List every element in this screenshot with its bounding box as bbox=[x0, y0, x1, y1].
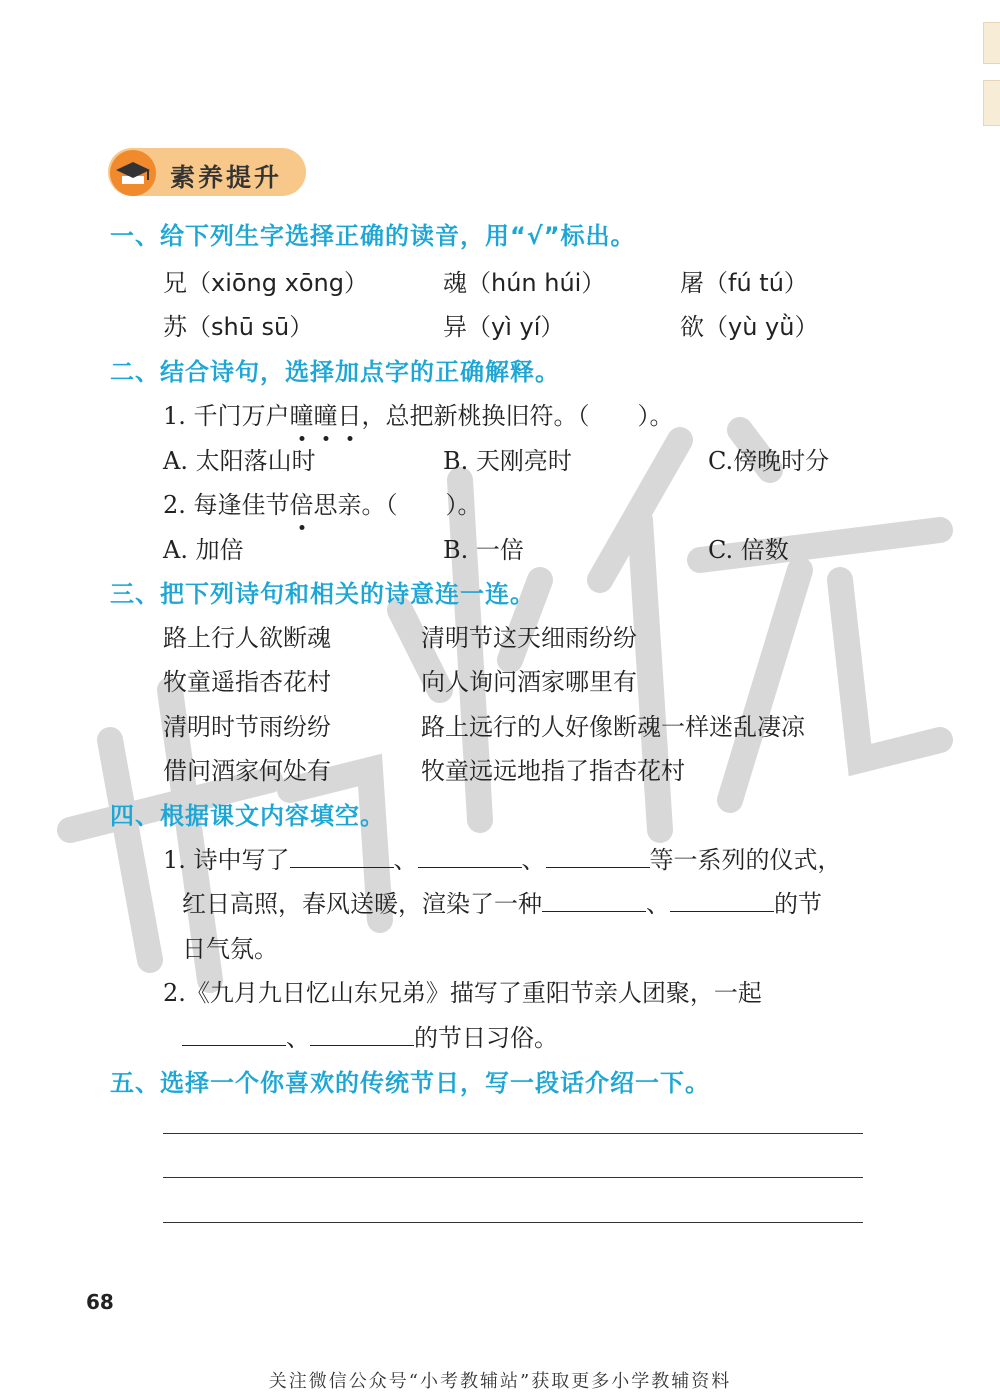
dotted-char: 曈 bbox=[290, 396, 314, 431]
page-tab-2 bbox=[983, 80, 1000, 126]
writing-line[interactable] bbox=[163, 1222, 863, 1223]
writing-line[interactable] bbox=[163, 1133, 863, 1134]
item-text: 等一系列的仪式， bbox=[649, 846, 842, 874]
option-b: B. 一倍 bbox=[443, 536, 524, 564]
separator: 、 bbox=[646, 890, 670, 918]
answer-blank[interactable] bbox=[542, 889, 646, 912]
question-1-heading: 一、给下列生字选择正确的读音，用“√”标出。 bbox=[110, 222, 636, 250]
poem-meaning: 路上远行的人好像断魂一样迷乱凄凉 bbox=[421, 713, 805, 741]
dotted-char: 倍 bbox=[290, 485, 314, 520]
item-text: 2. 每逢佳节 bbox=[163, 491, 290, 519]
answer-blank[interactable] bbox=[182, 1023, 286, 1046]
item-text: 思亲。（ ）。 bbox=[313, 491, 482, 519]
separator: 、 bbox=[521, 846, 546, 874]
page-tab-1 bbox=[983, 22, 1000, 64]
option-b: B. 天刚亮时 bbox=[443, 447, 572, 475]
graduation-cap-icon bbox=[110, 150, 156, 196]
poem-meaning: 牧童远远地指了指杏花村 bbox=[421, 757, 685, 785]
option-c: C.傍晚时分 bbox=[708, 447, 830, 475]
page-number: 68 bbox=[86, 1290, 114, 1314]
pinyin-choice: 苏（shū sū） bbox=[163, 313, 314, 341]
fill-blank-line bbox=[163, 840, 842, 875]
item-text: 红日高照，春风送暖，渲染了一种 bbox=[182, 890, 542, 918]
fill-blank-line bbox=[182, 884, 822, 919]
footer-note: 关注微信公众号“小考教辅站”获取更多小学教辅资料 bbox=[268, 1371, 732, 1392]
answer-blank[interactable] bbox=[670, 889, 774, 912]
item-text: 的节日习俗。 bbox=[414, 1024, 558, 1052]
pinyin-choice: 兄（xiōng xōng） bbox=[163, 269, 368, 297]
poem-line: 牧童遥指杏花村 bbox=[163, 668, 331, 696]
answer-blank[interactable] bbox=[290, 845, 394, 868]
writing-line[interactable] bbox=[163, 1177, 863, 1178]
option-a: A. 加倍 bbox=[163, 536, 244, 564]
question-3-heading: 三、把下列诗句和相关的诗意连一连。 bbox=[110, 580, 535, 608]
separator: 、 bbox=[286, 1024, 310, 1052]
question-2-heading: 二、结合诗句，选择加点字的正确解释。 bbox=[110, 358, 560, 386]
item-text: 日气氛。 bbox=[182, 935, 278, 963]
poem-meaning: 清明节这天细雨纷纷 bbox=[421, 624, 637, 652]
pinyin-choice: 屠（fú tú） bbox=[680, 269, 808, 297]
item-text: 2.《九月九日忆山东兄弟》描写了重阳节亲人团聚，一起 bbox=[163, 979, 762, 1007]
option-a: A. 太阳落山时 bbox=[163, 447, 316, 475]
answer-blank[interactable] bbox=[418, 845, 522, 868]
poem-line: 借问酒家何处有 bbox=[163, 757, 331, 785]
poem-line: 路上行人欲断魂 bbox=[163, 624, 331, 652]
question-2-item-1 bbox=[163, 396, 674, 431]
dotted-char: 曈 bbox=[314, 396, 338, 431]
question-5-heading: 五、选择一个你喜欢的传统节日，写一段话介绍一下。 bbox=[110, 1069, 710, 1097]
item-text: 1. 千门万户 bbox=[163, 402, 290, 430]
fill-blank-line bbox=[182, 1018, 558, 1053]
pinyin-choice: 魂（hún húi） bbox=[443, 269, 606, 297]
poem-meaning: 向人询问酒家哪里有 bbox=[421, 668, 637, 696]
item-text: 的节 bbox=[774, 890, 822, 918]
pinyin-choice: 异（yì yí） bbox=[443, 313, 565, 341]
section-title: 素养提升 bbox=[170, 163, 283, 192]
item-text: ，总把新桃换旧符。（ ）。 bbox=[361, 402, 674, 430]
question-4-heading: 四、根据课文内容填空。 bbox=[110, 802, 385, 830]
answer-blank[interactable] bbox=[310, 1023, 414, 1046]
item-text: 1. 诗中写了 bbox=[163, 846, 290, 874]
question-2-item-2 bbox=[163, 485, 482, 520]
poem-line: 清明时节雨纷纷 bbox=[163, 713, 331, 741]
option-c: C. 倍数 bbox=[708, 536, 789, 564]
separator: 、 bbox=[393, 846, 418, 874]
answer-blank[interactable] bbox=[546, 845, 650, 868]
dotted-char: 日 bbox=[338, 396, 362, 431]
pinyin-choice: 欲（yù yǜ） bbox=[680, 313, 819, 341]
